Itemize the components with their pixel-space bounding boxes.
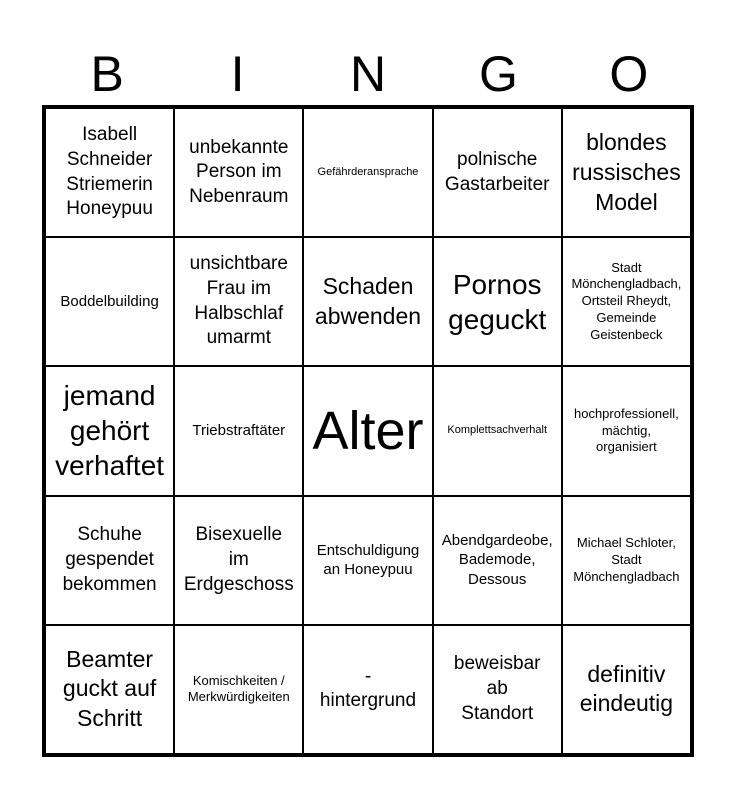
cell-text: Schaden abwenden [314,272,422,329]
cell-text: Pornos geguckt [448,268,547,335]
cell-text: blondes russisches Model [572,128,681,215]
cell-text: - hintergrund [319,665,417,712]
cell-text: Gefährderansprache [317,166,419,178]
cell-text: hochprofessionell, mächtig, organisiert [573,405,679,455]
bingo-cell[interactable] [433,496,562,625]
header-letter-g: G [478,46,518,102]
bingo-cell[interactable] [303,237,432,366]
cell-text: jemand gehört verhaftet [55,380,165,482]
bingo-cell[interactable] [562,496,691,625]
cell-text: Abendgardeobe, Bademode, Dessous [441,531,553,588]
cell-text: definitiv eindeutig [579,660,674,717]
bingo-cell[interactable] [562,108,691,237]
cell-text: Komischkeiten / Merkwürdigkeiten [187,672,290,705]
bingo-cell[interactable] [433,366,562,495]
cell-text: Stadt Mönchengladbach, Ortsteil Rheydt, Gemeinde Geistenbeck [571,259,682,343]
header-letter-o: O [609,46,649,102]
bingo-cell[interactable] [562,366,691,495]
free-space-text: Alter [312,400,424,461]
cell-text: Isabell Schneider Striemerin Honeypuu [66,124,153,220]
bingo-cell[interactable] [45,625,174,754]
bingo-cell[interactable] [433,237,562,366]
cell-text: Entschuldigung an Honeypuu [316,541,420,579]
bingo-grid [42,105,694,757]
cell-text: Michael Schloter, Stadt Mönchengladbach [573,534,680,584]
bingo-cell[interactable] [45,237,174,366]
bingo-cell[interactable] [174,625,303,754]
free-space-cell[interactable] [303,366,432,495]
header-letter-i: I [230,46,245,102]
header-letter-b: B [90,46,124,102]
bingo-cell[interactable] [303,496,432,625]
cell-text: Schuhe gespendet bekommen [62,524,157,595]
bingo-cell[interactable] [174,496,303,625]
cell-text: Triebstraftäter [192,422,286,440]
bingo-cell[interactable] [562,625,691,754]
header-letter-n: N [349,46,387,102]
bingo-cell[interactable] [45,496,174,625]
bingo-cell[interactable] [303,625,432,754]
bingo-cell[interactable] [303,108,432,237]
cell-text: Komplettsachverhalt [447,424,548,437]
cell-text: Bisexuelle im Erdgeschoss [183,524,294,595]
bingo-header [42,42,694,106]
cell-text: beweisbar ab Standort [453,653,541,724]
cell-text: unbekannte Person im Nebenraum [189,136,289,207]
bingo-cell[interactable] [562,237,691,366]
bingo-cell[interactable] [433,108,562,237]
bingo-cell[interactable] [174,108,303,237]
bingo-cell[interactable] [174,366,303,495]
cell-text: polnische Gastarbeiter [444,148,550,195]
cell-text: unsichtbare Frau im Halbschlaf umarmt [189,253,288,349]
cell-text: Beamter guckt auf Schritt [62,645,157,732]
bingo-cell[interactable] [433,625,562,754]
bingo-cell[interactable] [45,108,174,237]
bingo-cell[interactable] [45,366,174,495]
bingo-cell[interactable] [174,237,303,366]
cell-text: Boddelbuilding [60,293,159,311]
